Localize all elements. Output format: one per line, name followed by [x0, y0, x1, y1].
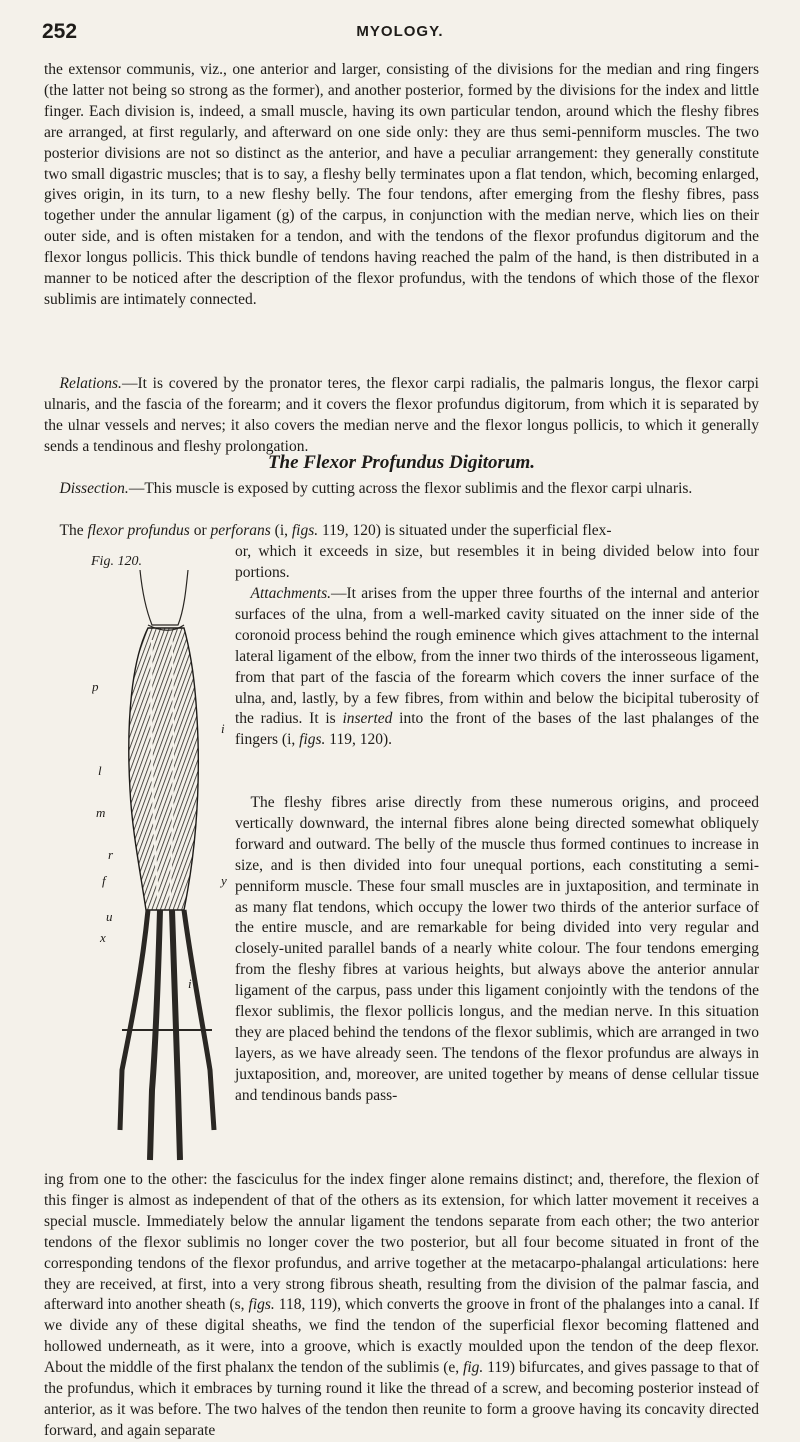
fleshy-fibres-paragraph	[235, 793, 759, 1107]
fleshy-fibres-text: The fleshy fibres arise directly from these numerous origins, and proceed vertically downward, the internal fibres alone being directed somewhat obliquely forward and outward. The belly of the muscle thus formed continues to increase in size, and is then divided into four unequal portions, each constituting a semi-penniform muscle. These four small muscles are in juxtaposition, and terminate in as many flat tendons, which occupy the lower two thirds of the anterior surface of the entire muscle, and are remarkable for being divided into very regular and closely-united parallel bands of a nearly white colour. The four tendons emerging from the fleshy fibres at various heights, but always above the anterior annular ligament of the carpus, pass under this ligament conjointly with the tendons of the flexor sublimis, the flexor pollicis longus, and the median nerve. In this situation they are placed behind the tendons of the flexor sublimis, which are arranged in two layers, as we have already seen. The tendons of the flexor profundus are always in juxtaposition, and, moreover, are united together by means of dense cellular tissue and tendinous bands pass-	[235, 794, 759, 1104]
ref-figs: figs.	[291, 522, 319, 539]
ref-close: 119, 120) is situated under the superficial flex-	[322, 522, 612, 539]
rest-fig: fig.	[463, 1359, 484, 1377]
muscle-belly	[129, 628, 199, 910]
attachments-text-1: —It arises from the upper three fourths of the internal and anterior surfaces of the ulna, from a well-marked cavity situated on the inner side of the coronoid process behind the rough eminence which gives attachment to the internal lateral ligament of the elbow, from the inner two thirds of the interosseous ligament, from that part of the fascia of the forearm which covers the inner surface of the ulna, and, lastly, by a few fibres, from within and below the bicipital tuberosity of the radius. It is	[235, 585, 759, 728]
fig-letter-m: m	[96, 805, 106, 820]
attachments-label: Attachments.	[250, 585, 331, 602]
rest-text-3: 119) bifurcates, and gives passage to that of the profundus, which it embraces by turning round it like the thread of a screw, and becoming posterior instead of anterior, as it was before. The two halves of the tendon then reunite to form a groove having its concavity directed forward, and again separate	[44, 1359, 759, 1439]
rest-text-1: ing from one to the other: the fasciculus for the index finger alone remains distinct; and, therefore, the flexion of this finger is almost as independent of that of the others as its extension, for which latter movement it receives a special muscle. Immediately below the annular ligament the tendons separate from each other; the two anterior tendons of the flexor sublimis no longer cover the two posterior, but all four become situated in front of the corresponding tendons of the flexor profundus, and arrive together at the metacarpo-phalangal articulations: here they are received, at first, into a very strong fibrous sheath, resulting from the division of the palmar fascia, and afterward into another sheath (s,	[44, 1171, 759, 1314]
muscle-alt-name: perforans	[210, 522, 271, 539]
fig-letter-i-lower: i	[188, 976, 192, 991]
fig-letter-f: f	[102, 873, 106, 888]
humerus-end	[140, 570, 188, 630]
relations-paragraph	[44, 374, 759, 458]
rest-text-2: 118, 119), which converts the groove in front of the phalanges into a canal. If we divide any of these digital sheaths, we find the tendon of the superficial flexor becoming flattened and hollowed underneath, as it were, into a groove, which is exactly moulded upon the tendon of the deep flexor. About the middle of the first phalanx the tendon of the sublimis (e,	[44, 1296, 760, 1377]
first-paragraph-line	[44, 521, 759, 542]
rest-figs: figs.	[248, 1296, 275, 1314]
fig-letter-y: y	[221, 873, 227, 888]
fig-letter-p: p	[92, 679, 99, 694]
figure-label: Fig. 120.	[91, 554, 142, 569]
fig-letter-x: x	[100, 930, 106, 945]
page-number: 252	[42, 20, 78, 43]
fig-letter-l: l	[98, 763, 102, 778]
page-header	[42, 20, 758, 50]
running-head: MYOLOGY.	[356, 23, 444, 40]
fig-letter-u: u	[106, 909, 113, 924]
attachments-inserted: inserted	[342, 710, 393, 728]
dissection-text: —This muscle is exposed by cutting across the flexor sublimis and the flexor carpi ulnaris.	[128, 480, 693, 497]
first-paragraph-continuation: or, which it exceeds in size, but resembles it in being divided below into four portions.	[235, 543, 759, 581]
forearm-muscle-figure	[92, 570, 227, 1170]
relations-text: —It is covered by the pronator teres, the flexor carpi radialis, the palmaris longus, the flexor carpi ulnaris, and the fascia of the forearm; and it covers the flexor profundus digitorum, from which it is separated by the ulnar vessels and nerves; it also covers the median nerve and the flexor longus pollicis, to which it generally sends a tendinous and fleshy prolongation.	[44, 375, 759, 455]
tendon-paragraph-continuation	[44, 1170, 759, 1442]
tendons	[120, 910, 214, 1160]
section-title: The Flexor Profundus Digitorum.	[267, 452, 536, 473]
attachments-paragraph	[235, 584, 759, 751]
first-or: or	[193, 522, 207, 539]
fig-letter-r: r	[108, 847, 114, 862]
ref-open: (i,	[274, 522, 288, 539]
relations-label: Relations.	[59, 375, 122, 392]
dissection-label: Dissection.	[59, 480, 129, 497]
first-lead: The	[59, 522, 84, 539]
dissection-paragraph	[44, 479, 759, 500]
intro-paragraph: the extensor communis, viz., one anterior and larger, consisting of the divisions for the median and ring fingers (the latter not being so strong as the former), and another posterior, formed by the divisions for the index and little finger. Each division is, indeed, a small muscle, having its own particular tendon, around which the fleshy fibres are arranged, at first regularly, and afterward on one side only: they are thus semi-penniform muscles. The two posterior divisions are not so distinct as the anterior, and have a peculiar arrangement: they generally constitute two small digastric muscles; that is to say, a fleshy belly terminates upon a flat tendon, which, becoming enlarged, gives origin, in its turn, to a new fleshy belly. The four tendons, after emerging from the fleshy fibres, pass together under the annular ligament (g) of the carpus, in conjunction with the median nerve, which lies on their outer side, and is often mistaken for a tendon, and with the tendons of the flexor profundus digitorum and the flexor longus pollicis. This thick bundle of tendons having reached the palm of the hand, is then distributed in a manner to be noticed after the description of the flexor profundus, with the tendons of which those of the flexor sublimis are intimately connected.	[44, 61, 759, 308]
fig-letter-i-upper: i	[221, 721, 225, 736]
attachments-figs: figs.	[299, 731, 326, 749]
attachments-text-2: into the front of the bases of the last phalanges of the fingers (i,	[235, 710, 760, 749]
attachments-text-3: 119, 120).	[329, 731, 393, 749]
muscle-name: flexor profundus	[87, 522, 190, 539]
